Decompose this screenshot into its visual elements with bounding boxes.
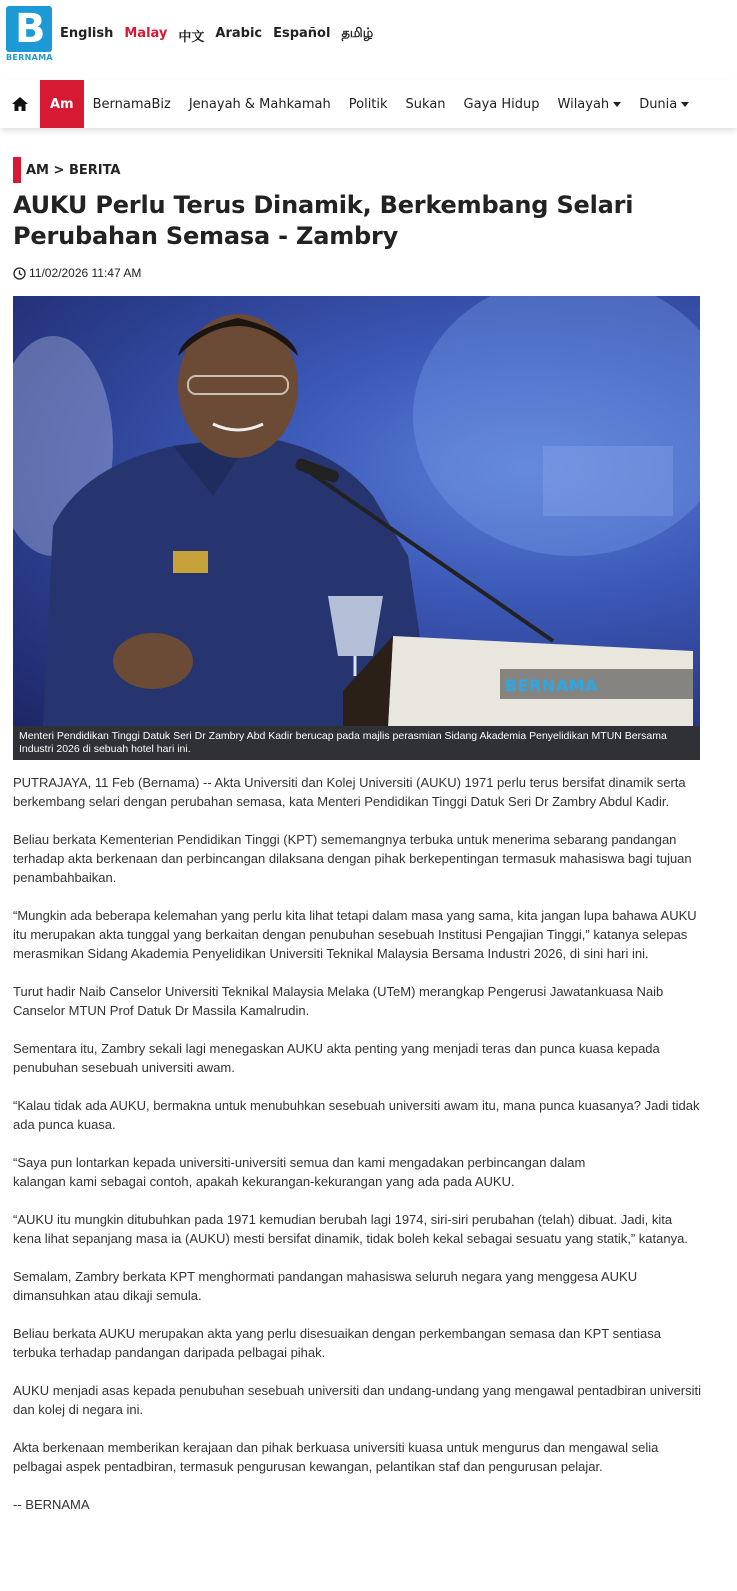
article-paragraph: PUTRAJAYA, 11 Feb (Bernama) -- Akta Universiti dan Kolej Universiti (AUKU) 1971 perlu terus bersifat dinamik serta berkembang selari dengan perubahan semasa, kata Menteri Pendidikan Tinggi Datuk Seri Dr Zambry Abdul Kadir. [13,775,686,809]
home-button[interactable] [0,80,40,128]
article-paragraph: Sementara itu, Zambry sekali lagi menegaskan AUKU akta penting yang menjadi teras dan punca kuasa kepada penubuhan sesebuah universiti awam. [13,1041,660,1075]
article-paragraph: Beliau berkata AUKU merupakan akta yang perlu disesuaikan dengan perkembangan semasa dan KPT sentiasa terbuka terhadap pandangan daripada pelbagai pihak. [13,1326,662,1360]
article-paragraph: Beliau berkata Kementerian Pendidikan Tinggi (KPT) sememangnya terbuka untuk menerima sebarang pandangan terhadap akta berkenaan dan perbincangan dilaksana dengan pihak berkepentingan termasuk mahasiswa bagi tujuan penambahbaikan. [13,832,692,885]
article-paragraph: “Saya pun lontarkan kepada universiti-universiti semua dan kami mengadakan perbincangan dalam kalangan kami sebagai contoh, apakah kekurangan-kekurangan yang ada pada AUKU. [13,1155,586,1189]
lang-chinese[interactable]: 中文 [178,30,205,45]
main-nav [0,80,737,128]
language-switcher [60,26,373,45]
caret-down-icon [681,102,689,107]
nav-item-politik[interactable]: Politik [348,96,388,112]
nav-item-wilayah-label: Wilayah [557,96,610,112]
lang-arabic[interactable]: Arabic [215,26,263,41]
article-signoff: -- BERNAMA [13,1497,90,1512]
nav-item-gaya-hidup[interactable]: Gaya Hidup [463,96,540,112]
nav-item-wilayah[interactable] [549,80,631,128]
bernama-logo[interactable] [6,6,54,62]
image-watermark: BERNAMA [505,676,599,695]
article-title: AUKU Perlu Terus Dinamik, Berkembang Selari Perubahan Semasa - Zambry [13,191,634,250]
breadcrumb-text[interactable]: AM > BERITA [26,162,121,178]
clock-icon [13,267,26,280]
article-paragraph: “AUKU itu mungkin ditubuhkan pada 1971 kemudian berubah lagi 1974, siri-siri perubahan (telah) dibuat. Jadi, kita kena lihat sepanjang masa ia (AUKU) mesti bersifat dinamik, tidak boleh kekal sebagai sesuatu yang statik,” katanya. [13,1212,688,1246]
article-datetime [13,266,141,280]
nav-item-dunia-label: Dunia [639,96,678,112]
home-icon [11,96,29,112]
speaker-photo [13,296,700,726]
logo-mark: B [6,6,52,52]
nav-item-jenayah-mahkamah[interactable]: Jenayah & Mahkamah [188,96,331,112]
lang-malay[interactable]: Malay [124,26,168,41]
nav-item-dunia[interactable] [630,80,698,128]
nav-item-sukan[interactable]: Sukan [405,96,446,112]
caret-down-icon [613,102,621,107]
article-paragraph: Turut hadir Naib Canselor Universiti Teknikal Malaysia Melaka (UTeM) merangkap Pengerusi Jawatankuasa Naib Canselor MTUN Prof Datuk Dr Massila Kamalrudin. [13,984,664,1018]
breadcrumb-marker [13,157,21,183]
article-paragraph: Semalam, Zambry berkata KPT menghormati pandangan mahasiswa seluruh negara yang menggesa AUKU dimansuhkan atau dikaji semula. [13,1269,638,1303]
article-body [13,773,703,1533]
image-caption: Menteri Pendidikan Tinggi Datuk Seri Dr Zambry Abd Kadir berucap pada majlis perasmian Sidang Akademia Penyelidikan MTUN Bersama Industri 2026 di sebuah hotel hari ini. [13,726,700,760]
article-paragraph: “Kalau tidak ada AUKU, bermakna untuk menubuhkan sesebuah universiti awam itu, mana punca kuasanya? Jadi tidak ada punca kuasa. [13,1098,700,1132]
nav-item-bernamabiz[interactable]: BernamaBiz [92,96,171,112]
top-bar [0,0,737,72]
breadcrumb [13,157,121,183]
datetime-text: 11/02/2026 11:47 AM [29,266,142,280]
article-photo[interactable] [13,296,700,726]
lang-english[interactable]: English [60,26,114,41]
logo-text: BERNAMA [6,53,53,62]
lang-spanish[interactable]: Español [273,26,331,41]
article-paragraph: “Mungkin ada beberapa kelemahan yang perlu kita lihat tetapi dalam masa yang sama, kita jangan lupa bahawa AUKU itu merupakan akta tunggal yang berkaitan dengan penubuhan sesebuah Institusi Pengajian Tinggi,” katanya selepas merasmikan Sidang Akademia Penyelidikan Universiti Teknikal Malaysia Bersama Industri 2026, di sini hari ini. [13,908,697,961]
nav-item-am[interactable]: Am [40,80,84,128]
article-paragraph: AUKU menjadi asas kepada penubuhan sesebuah universiti dan undang-undang yang mengawal pentadbiran universiti dan kolej di negara ini. [13,1383,702,1417]
article-paragraph: Akta berkenaan memberikan kerajaan dan pihak berkuasa universiti kuasa untuk mengurus dan mengawal selia pelbagai aspek pentadbiran, termasuk pengurusan kewangan, pelantikan staf dan pengurusan pelajar. [13,1440,659,1474]
lang-tamil[interactable]: தமிழ் [341,26,374,41]
